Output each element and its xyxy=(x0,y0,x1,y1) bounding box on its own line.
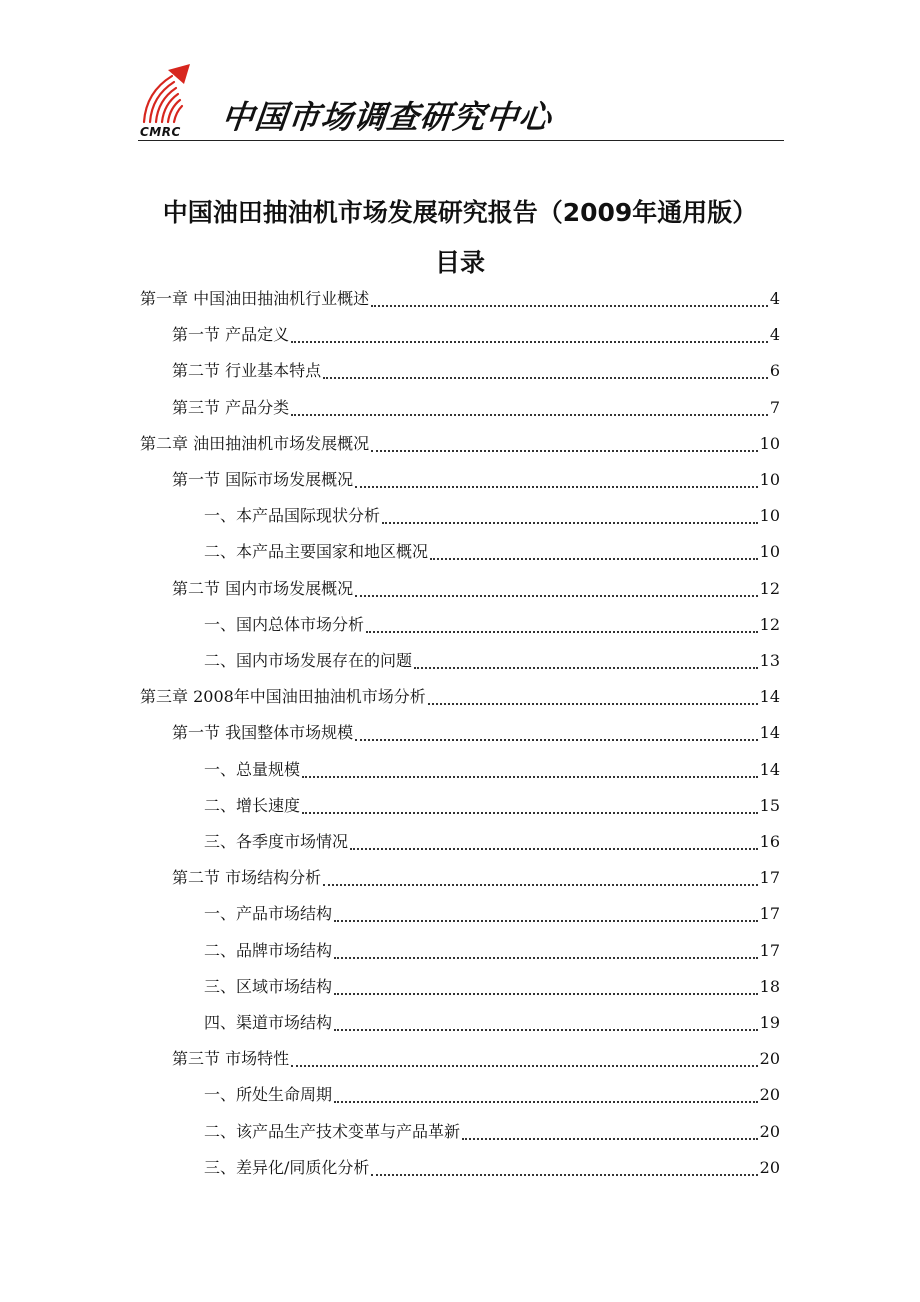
toc-dot-leader xyxy=(323,371,768,379)
toc-item[interactable] xyxy=(140,286,780,310)
toc-item[interactable] xyxy=(172,576,780,600)
toc-item[interactable] xyxy=(204,1119,780,1143)
toc-item-label: 第一节 产品定义 xyxy=(172,325,290,345)
toc-item-page: 20 xyxy=(759,1157,780,1177)
toc-item-page: 20 xyxy=(759,1049,780,1069)
toc-item-label: 三、区域市场结构 xyxy=(204,976,333,996)
toc-dot-leader xyxy=(334,987,758,995)
toc-item-label: 一、本产品国际现状分析 xyxy=(204,506,381,526)
toc-item[interactable] xyxy=(204,1155,780,1179)
toc-item-label: 第一节 我国整体市场规模 xyxy=(172,723,354,743)
toc-item-label: 一、产品市场结构 xyxy=(204,904,333,924)
toc-item-label: 二、增长速度 xyxy=(204,795,301,815)
toc-item-label: 第二节 国内市场发展概况 xyxy=(172,578,354,598)
toc-item[interactable] xyxy=(172,395,780,419)
toc-item-page: 20 xyxy=(759,1085,780,1105)
toc-item-page: 4 xyxy=(769,289,780,308)
toc-item[interactable] xyxy=(204,974,780,998)
toc-heading: 目录 xyxy=(434,248,485,277)
toc-dot-leader xyxy=(291,335,768,343)
toc-item[interactable] xyxy=(172,720,780,744)
toc-item[interactable] xyxy=(204,612,780,636)
toc-dot-leader xyxy=(355,480,758,488)
toc-dot-leader xyxy=(334,951,758,959)
logo-text: CMRC xyxy=(140,125,181,139)
toc-item-page: 12 xyxy=(759,614,780,634)
toc-item[interactable] xyxy=(172,467,780,491)
toc-item-page: 16 xyxy=(759,832,780,851)
toc-dot-leader xyxy=(350,842,758,850)
toc-dot-leader xyxy=(355,589,758,597)
toc-item[interactable] xyxy=(204,503,780,527)
toc-item-page: 7 xyxy=(769,397,780,417)
toc-dot-leader xyxy=(382,516,758,524)
toc-dot-leader xyxy=(371,1168,757,1176)
toc-dot-leader xyxy=(334,914,758,922)
toc-item[interactable] xyxy=(204,901,780,925)
toc-item-label: 一、国内总体市场分析 xyxy=(204,614,365,634)
toc-item[interactable] xyxy=(204,757,780,781)
toc-dot-leader xyxy=(462,1132,758,1140)
toc-item-label: 三、各季度市场情况 xyxy=(204,832,349,851)
toc-item-label: 二、国内市场发展存在的问题 xyxy=(204,651,413,670)
toc-item-page: 13 xyxy=(759,651,780,670)
toc-item-page: 14 xyxy=(759,723,780,743)
toc-item-page: 10 xyxy=(759,542,780,562)
toc-item-page: 10 xyxy=(759,433,780,453)
toc-item[interactable] xyxy=(140,431,780,455)
toc-item-label: 第二节 行业基本特点 xyxy=(172,361,322,381)
toc-item-page: 6 xyxy=(769,361,780,381)
toc-item[interactable] xyxy=(172,358,780,382)
toc-item[interactable] xyxy=(140,684,780,708)
toc-dot-leader xyxy=(291,1059,758,1067)
cmrc-logo xyxy=(138,62,204,138)
toc-item-label: 二、本产品主要国家和地区概况 xyxy=(204,542,429,562)
toc-item-label: 一、总量规模 xyxy=(204,759,301,779)
toc-dot-leader xyxy=(371,444,758,452)
toc-dot-leader xyxy=(302,770,758,778)
toc-item[interactable] xyxy=(204,938,780,962)
toc-item[interactable] xyxy=(172,1046,780,1070)
toc-item-page: 4 xyxy=(769,325,780,345)
toc-item[interactable] xyxy=(204,1010,780,1034)
toc-dot-leader xyxy=(291,408,768,416)
toc-item[interactable] xyxy=(172,322,780,346)
toc-item-label: 第一节 国际市场发展概况 xyxy=(172,470,354,489)
toc-dot-leader xyxy=(366,625,758,633)
toc-item-page: 18 xyxy=(759,976,780,996)
toc-dot-leader xyxy=(414,661,758,669)
toc-item-page: 19 xyxy=(759,1013,780,1032)
toc-item-page: 14 xyxy=(759,687,780,707)
toc-item[interactable] xyxy=(204,829,780,853)
toc-item-label: 第一章 中国油田抽油机行业概述 xyxy=(140,289,370,308)
toc-dot-leader xyxy=(428,697,758,705)
toc-item-page: 12 xyxy=(759,578,780,598)
toc-item-label: 一、所处生命周期 xyxy=(204,1085,333,1105)
toc-item-label: 四、渠道市场结构 xyxy=(204,1013,333,1032)
toc-item[interactable] xyxy=(204,648,780,672)
toc-item-page: 10 xyxy=(759,506,780,526)
toc-item-page: 17 xyxy=(759,940,780,960)
toc-dot-leader xyxy=(430,552,758,560)
toc-item-label: 第二节 市场结构分析 xyxy=(172,868,322,888)
toc-item[interactable] xyxy=(204,539,780,563)
toc-item-label: 二、该产品生产技术变革与产品革新 xyxy=(204,1121,461,1141)
toc-dot-leader xyxy=(371,299,768,307)
toc-item-label: 三、差异化/同质化分析 xyxy=(204,1157,370,1177)
logo-arc-icon xyxy=(138,62,204,126)
toc-dot-leader xyxy=(323,878,758,886)
toc-item-label: 第三节 市场特性 xyxy=(172,1049,290,1069)
toc-item-page: 17 xyxy=(759,904,780,924)
toc-item-page: 14 xyxy=(759,759,780,779)
toc-dot-leader xyxy=(334,1023,758,1031)
toc-item[interactable] xyxy=(172,865,780,889)
report-title: 中国油田抽油机市场发展研究报告（2009年通用版） xyxy=(162,198,758,227)
toc-item-label: 第三章 2008年中国油田抽油机市场分析 xyxy=(140,687,426,707)
organization-name: 中国市场调查研究中心 xyxy=(219,98,554,136)
toc-item-page: 17 xyxy=(759,868,780,888)
toc-item-page: 15 xyxy=(759,795,780,815)
toc-item-page: 10 xyxy=(759,470,780,489)
toc-item-label: 第二章 油田抽油机市场发展概况 xyxy=(140,433,370,453)
toc-item-label: 二、品牌市场结构 xyxy=(204,940,333,960)
toc-dot-leader xyxy=(302,806,758,814)
toc-item-label: 第三节 产品分类 xyxy=(172,397,290,417)
toc-item-page: 20 xyxy=(759,1121,780,1141)
page-header xyxy=(138,62,784,141)
toc-dot-leader xyxy=(334,1095,758,1103)
toc-item[interactable] xyxy=(204,1082,780,1106)
toc-item[interactable] xyxy=(204,793,780,817)
toc-dot-leader xyxy=(355,733,758,741)
